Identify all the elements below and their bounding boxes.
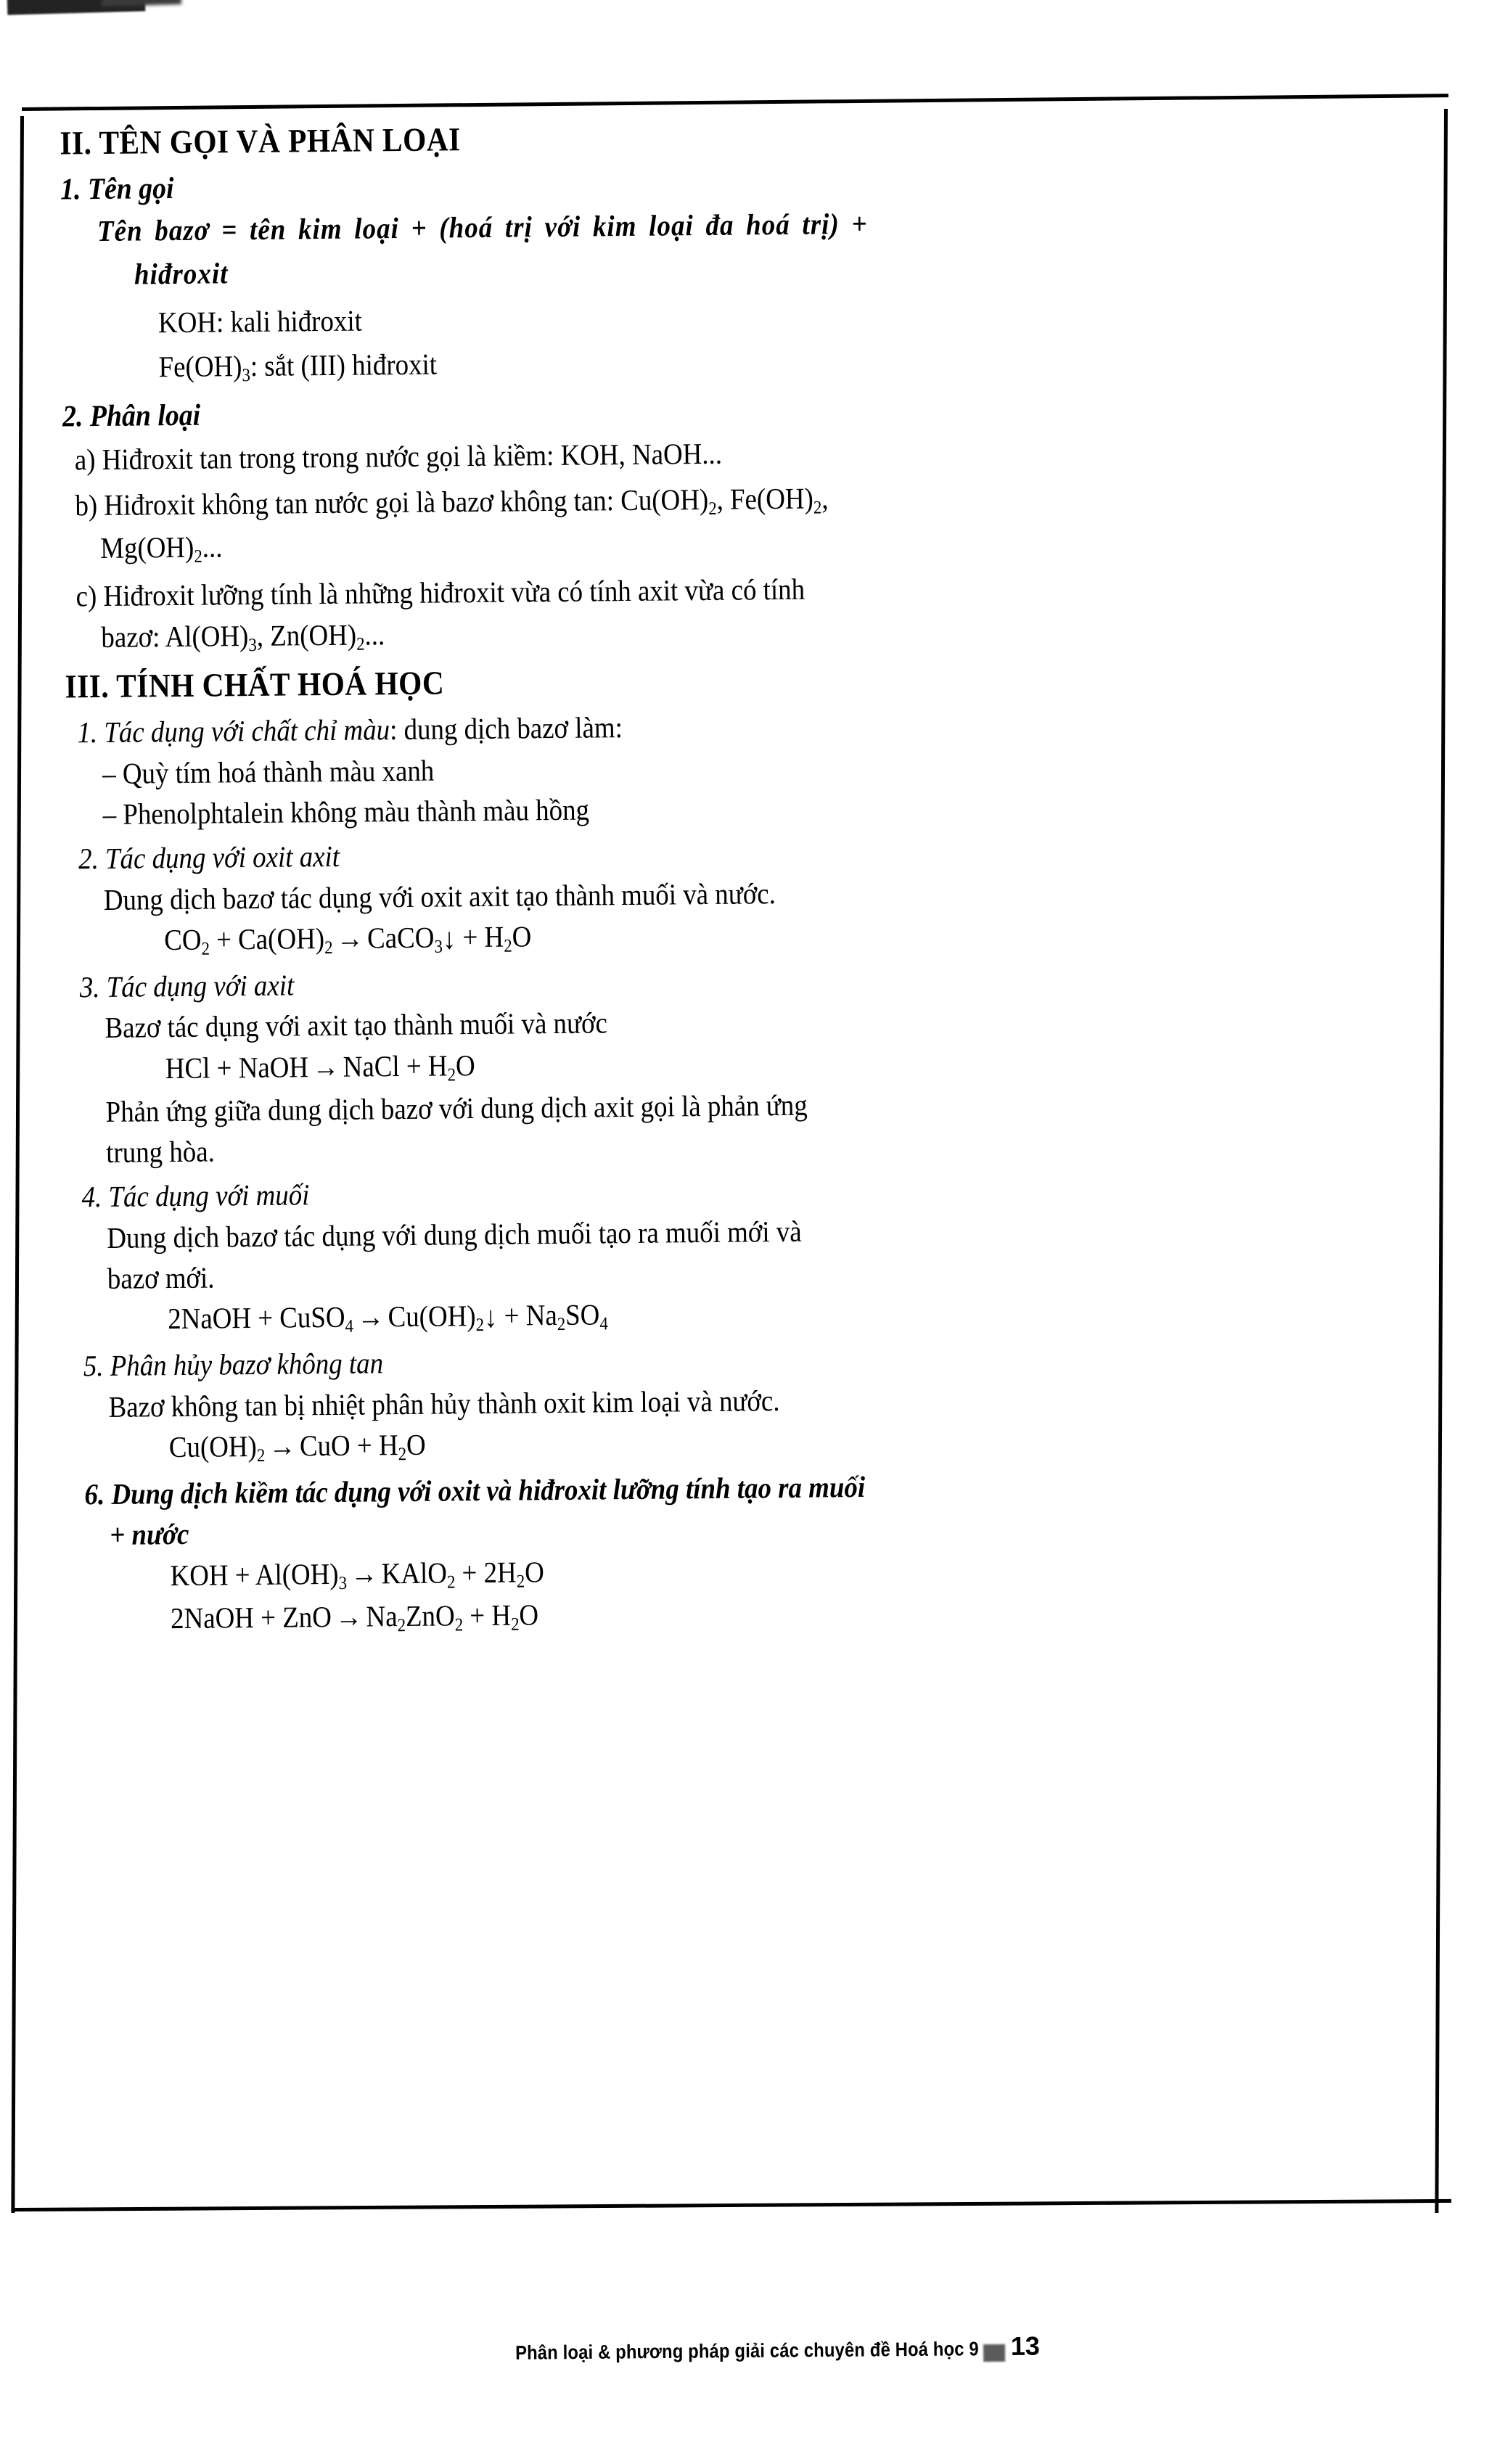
feoh3-name: : sắt (III) hiđroxit (250, 347, 438, 383)
eq4-naoh: 2NaOH (167, 1301, 252, 1336)
item-b-text-mid: , Fe(OH) (716, 481, 814, 516)
item-1-subtitle: : dung dịch bazơ làm: (389, 710, 623, 747)
frame-left-edge (11, 116, 24, 2213)
eq2-precipitate-arrow: ↓ (442, 921, 456, 956)
item-6-number: 6. (84, 1477, 105, 1511)
item-1-bullet-1: – Quỳ tím hoá thành màu xanh (102, 753, 435, 790)
item-b-text-end: , (821, 481, 829, 515)
equation-4 (71, 1289, 1285, 1342)
eq5-arrow: → (269, 1429, 296, 1463)
eq2-h2o-end: O (512, 919, 532, 953)
item-b-insoluble-hydroxide-line2 (64, 518, 1278, 570)
eq2-plus2: + (462, 919, 478, 954)
page-content (22, 95, 1463, 1643)
znoh2-ellipsis: ... (364, 617, 385, 652)
eq4-plus1: + (257, 1300, 274, 1335)
item-3-note-line2: trung hòa. (105, 1134, 216, 1169)
eq3-hcl: HCl (165, 1051, 210, 1085)
example-koh: KOH: kali hiđroxit (157, 303, 363, 340)
scan-edge-artifact (7, 0, 146, 15)
eq2-caco3: CaCO (366, 920, 435, 955)
item-5-title: Phân hủy bazơ không tan (110, 1346, 384, 1383)
eq6a-arrow: → (351, 1556, 378, 1590)
item-5-number: 5. (83, 1349, 104, 1383)
eq4-cuoh2: Cu(OH) (388, 1299, 476, 1334)
eq5-plus: + (356, 1428, 372, 1462)
eq6a-h2o-sub: 2 (516, 1571, 525, 1592)
eq2-caco3-sub: 3 (434, 936, 443, 957)
section-iii-heading: III. TÍNH CHẤT HOÁ HỌC (65, 664, 445, 705)
item-4-number: 4. (81, 1180, 102, 1214)
equation-6b (74, 1588, 1288, 1640)
feoh3-formula: Fe(OH) (158, 349, 242, 384)
eq6b-plus1: + (260, 1600, 276, 1634)
subsection-2-heading: 2. Phân loại (62, 399, 201, 434)
footer-smudge-artifact (983, 2344, 1005, 2362)
page-number: 13 (1010, 2330, 1041, 2361)
eq2-arrow: → (336, 921, 364, 955)
eq3-plus2: + (406, 1048, 422, 1083)
feoh2-subscript: 2 (813, 497, 822, 518)
item-c-amphoteric-line1: c) Hiđroxit lưỡng tính là những hiđroxit vừa có tính axit vừa có tính (75, 572, 806, 613)
eq4-cuso4-sub: 4 (345, 1316, 354, 1337)
eq4-cuso4: CuSO (279, 1300, 345, 1334)
eq5-h2o: H (378, 1428, 398, 1462)
footer-book-title: Phân loại & phương pháp giải các chuyên đề Hoá học 9 (515, 2338, 980, 2364)
section-ii-heading: II. TÊN GỌI VÀ PHÂN LOẠI (60, 120, 461, 162)
eq3-plus1: + (216, 1050, 232, 1085)
eq4-arrow: → (357, 1299, 385, 1334)
mgoh2-formula: Mg(OH) (99, 530, 194, 565)
eq2-h2o-sub: 2 (504, 935, 512, 956)
item-b-text: b) Hiđroxit không tan nước gọi là bazơ không tan: Cu(OH) (75, 482, 709, 522)
eq3-naoh: NaOH (238, 1049, 309, 1084)
eq6a-aloh3-sub: 3 (338, 1572, 348, 1593)
eq2-h2o: H (484, 919, 504, 953)
eq4-cuoh2-sub: 2 (475, 1315, 485, 1336)
eq3-h2o-sub: 2 (447, 1064, 456, 1085)
eq6b-h2o-end: O (519, 1598, 539, 1632)
eq6b-h2o: H (491, 1598, 512, 1632)
item-a-soluble-hydroxide: a) Hiđroxit tan trong trong nước gọi là kiềm: KOH, NaOH... (74, 436, 723, 477)
eq6b-na2zno2-sub2: 2 (454, 1614, 464, 1635)
eq3-arrow: → (312, 1049, 340, 1083)
subsection-1-heading: 1. Tên gọi (60, 171, 174, 207)
eq6b-na2zno2-mid: ZnO (405, 1598, 455, 1633)
item-2-body: Dung dịch bazơ tác dụng với oxit axit tạo thành muối và nước. (103, 876, 776, 916)
eq3-h2o-end: O (455, 1048, 475, 1082)
eq4-na2so4-mid: SO (565, 1297, 600, 1332)
eq5-cuoh2: Cu(OH) (168, 1429, 258, 1464)
page-footer (0, 2330, 1492, 2364)
eq6b-h2o-sub: 2 (510, 1614, 520, 1635)
eq6b-na2zno2-sub1: 2 (397, 1615, 406, 1636)
mgoh2-subscript: 2 (194, 546, 203, 567)
eq6a-koh: KOH (170, 1558, 229, 1592)
item-2-number: 2. (78, 842, 99, 876)
eq4-na2so4-sub2: 4 (599, 1313, 609, 1334)
cuoh2-subscript: 2 (708, 498, 717, 520)
eq3-nacl: NaCl (343, 1048, 400, 1083)
eq6b-plus2: + (470, 1598, 485, 1633)
eq6a-h2o: 2H (483, 1555, 517, 1589)
eq5-h2o-end: O (406, 1427, 426, 1461)
feoh3-subscript: 3 (242, 365, 251, 386)
eq6a-plus2: + (462, 1555, 477, 1590)
item-2-title: Tác dụng với oxit axit (104, 839, 340, 876)
item-3-note-line1: Phản ứng giữa dung dịch bazơ với dung dịch axit gọi là phản ứng (105, 1088, 808, 1128)
aloh3-text: bazơ: Al(OH) (101, 618, 249, 654)
eq6b-na2zno2: Na (366, 1599, 398, 1633)
eq5-cuo: CuO (299, 1428, 351, 1463)
equation-2 (67, 910, 1282, 962)
item-4-title: Tác dụng với muối (108, 1178, 310, 1214)
aloh3-subscript: 3 (248, 634, 258, 655)
bazo-naming-formula-line1: Tên bazơ = tên kim loại + (hoá trị với kim loại đa hoá trị) + (97, 206, 868, 247)
eq6a-plus1: + (234, 1557, 250, 1592)
item-1-number: 1. (77, 715, 98, 750)
eq4-na2so4: Na (525, 1298, 557, 1332)
eq5-cuoh2-sub: 2 (256, 1445, 266, 1466)
eq6a-aloh3: Al(OH) (255, 1556, 339, 1591)
eq4-na2so4-sub1: 2 (557, 1314, 566, 1335)
eq2-co2: CO (163, 922, 202, 957)
eq2-caoh2-sub: 2 (324, 937, 333, 958)
znoh2-subscript: 2 (356, 633, 365, 654)
eq4-precipitate-arrow: ↓ (483, 1300, 498, 1334)
eq6a-kalo2: KAlO (381, 1556, 448, 1590)
eq6b-zno: ZnO (282, 1599, 332, 1634)
equation-5 (72, 1417, 1286, 1469)
eq6b-naoh: 2NaOH (170, 1600, 255, 1635)
znoh2-text: , Zn(OH) (256, 617, 357, 652)
item-4-body-line2: bazơ mới. (107, 1260, 215, 1295)
eq3-h2o: H (427, 1048, 448, 1083)
item-3-number: 3. (79, 970, 100, 1004)
eq2-plus1: + (216, 922, 232, 956)
item-4-body-line1: Dung dịch bazơ tác dụng với dung dịch muối tạo ra muối mới và (107, 1214, 802, 1254)
eq5-h2o-sub: 2 (398, 1444, 407, 1465)
eq2-caoh2: Ca(OH) (237, 921, 325, 956)
example-feoh3 (62, 337, 1276, 390)
item-1-bullet-2: – Phenolphtalein không màu thành màu hồng (102, 792, 590, 831)
bazo-naming-formula-line2: hiđroxit (134, 256, 229, 291)
eq6a-h2o-end: O (524, 1554, 544, 1589)
eq2-co2-sub: 2 (201, 938, 210, 959)
eq6b-arrow: → (335, 1599, 363, 1633)
eq4-plus2: + (504, 1298, 520, 1332)
item-c-amphoteric-line2 (65, 607, 1279, 659)
eq6a-kalo2-sub: 2 (446, 1572, 456, 1593)
frame-bottom-edge (15, 2199, 1451, 2212)
item-5-body: Bazơ không tan bị nhiệt phân hủy thành oxit kim loại và nước. (108, 1383, 780, 1424)
item-1-title: Tác dụng với chất chỉ màu (104, 712, 390, 750)
item-6-title-line2: + nước (110, 1517, 189, 1552)
item-6-title: Dung dịch kiềm tác dụng với oxit và hiđroxit lưỡng tính tạo ra muối (111, 1470, 866, 1511)
mgoh2-ellipsis: ... (202, 530, 223, 564)
item-3-title: Tác dụng với axit (106, 968, 295, 1003)
item-3-body: Bazơ tác dụng với axit tạo thành muối và nước (104, 1006, 608, 1045)
